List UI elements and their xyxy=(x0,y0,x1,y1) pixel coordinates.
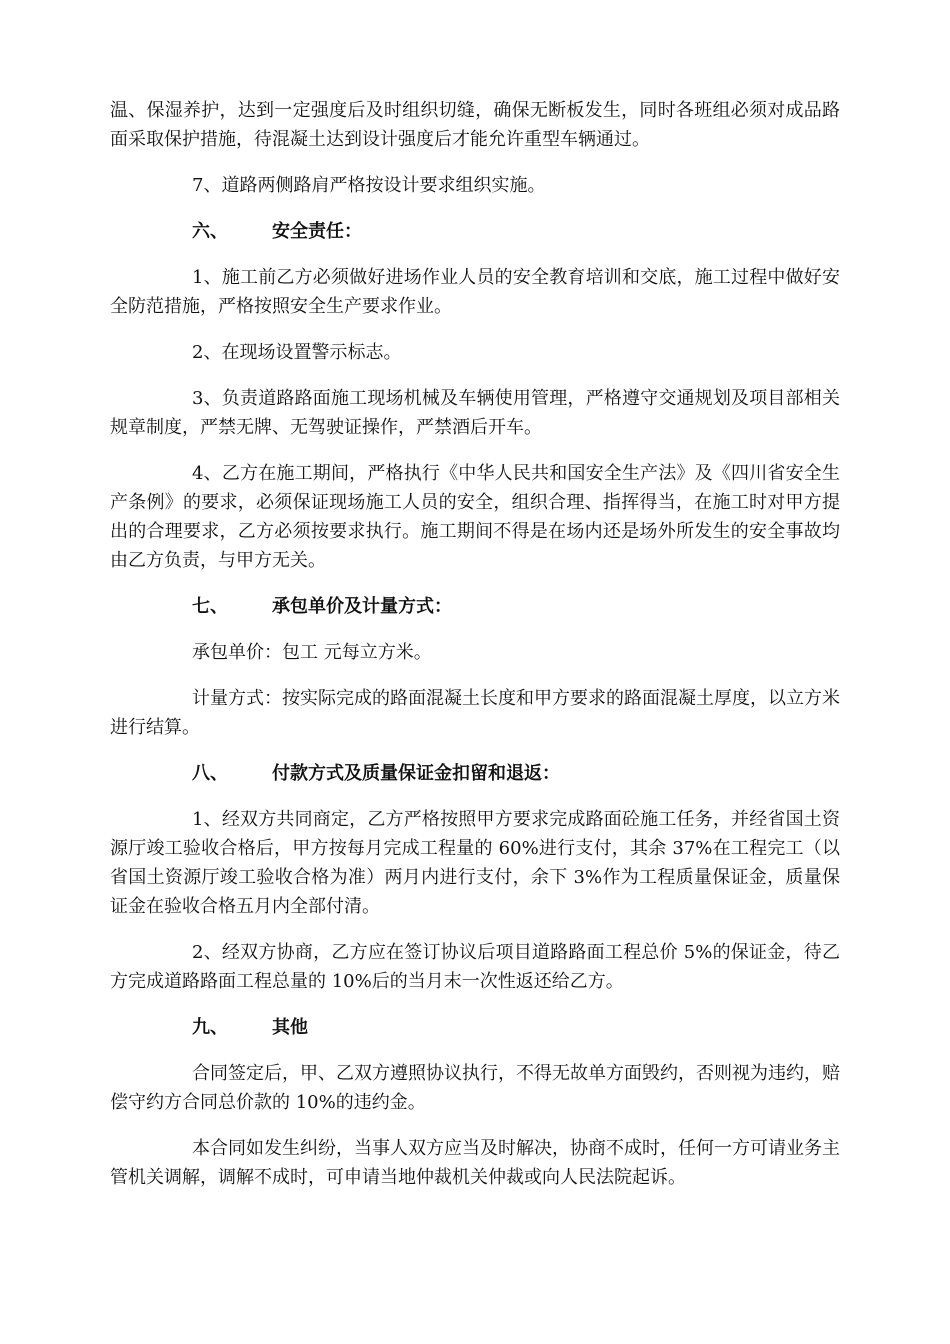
document-page xyxy=(110,96,840,1192)
section-number: 七、 xyxy=(192,596,228,617)
paragraph-curing-continued: 温、保湿养护，达到一定强度后及时组织切缝，确保无断板发生，同时各班组必须对成品路面采取保护措施，待混凝土达到设计强度后才能允许重型车辆通过。 xyxy=(110,100,840,150)
section-title: 承包单价及计量方式： xyxy=(272,596,452,617)
section-title: 安全责任： xyxy=(272,221,362,242)
section-heading-8 xyxy=(110,759,840,788)
paragraph-safety-3: 3、负责道路路面施工现场机械及车辆使用管理，严格遵守交通规划及项目部相关规章制度，严禁无牌、无驾驶证操作，严禁酒后开车。 xyxy=(110,388,840,438)
paragraph-payment-2: 2、经双方协商，乙方应在签订协议后项目道路路面工程总价 5%的保证金，待乙方完成道路路面工程总量的 10%后的当月末一次性返还给乙方。 xyxy=(110,942,840,992)
section-number: 九、 xyxy=(192,1017,228,1038)
paragraph-measurement: 计量方式：按实际完成的路面混凝土长度和甲方要求的路面混凝土厚度，以立方米进行结算。 xyxy=(110,688,840,738)
section-number: 八、 xyxy=(192,763,228,784)
paragraph-safety-2: 2、在现场设置警示标志。 xyxy=(192,342,402,363)
paragraph-unit-price: 承包单价：包工 元每立方米。 xyxy=(192,642,432,663)
paragraph-payment-1: 1、经双方共同商定，乙方严格按照甲方要求完成路面砼施工任务，并经省国土资源厅竣工验收合格后，甲方按每月完成工程量的 60%进行支付，其余 37%在工程完工（以省国土资源厅竣工验收合格为准）两月内进行支付，余下 3%作为工程质量保证金，质量保证金在验收合格五月内全部付清。 xyxy=(110,809,840,917)
section-title: 其他 xyxy=(272,1017,308,1038)
paragraph-other-1: 合同签定后，甲、乙双方遵照协议执行，不得无故单方面毁约，否则视为违约，赔偿守约方合同总价款的 10%的违约金。 xyxy=(110,1063,840,1113)
section-number: 六、 xyxy=(192,221,228,242)
paragraph-item-7: 7、道路两侧路肩严格按设计要求组织实施。 xyxy=(192,175,546,196)
section-title: 付款方式及质量保证金扣留和退返： xyxy=(272,763,560,784)
paragraph-safety-1: 1、施工前乙方必须做好进场作业人员的安全教育培训和交底，施工过程中做好安全防范措施，严格按照安全生产要求作业。 xyxy=(110,267,840,317)
section-heading-6 xyxy=(110,217,840,246)
section-heading-9 xyxy=(110,1013,840,1042)
paragraph-other-2: 本合同如发生纠纷，当事人双方应当及时解决，协商不成时，任何一方可请业务主管机关调解，调解不成时，可申请当地仲裁机关仲裁或向人民法院起诉。 xyxy=(110,1138,840,1188)
paragraph-safety-4: 4、乙方在施工期间，严格执行《中华人民共和国安全生产法》及《四川省安全生产条例》的要求，必须保证现场施工人员的安全，组织合理、指挥得当，在施工时对甲方提出的合理要求，乙方必须按要求执行。施工期间不得是在场内还是场外所发生的安全事故均由乙方负责，与甲方无关。 xyxy=(110,463,840,571)
section-heading-7 xyxy=(110,592,840,621)
